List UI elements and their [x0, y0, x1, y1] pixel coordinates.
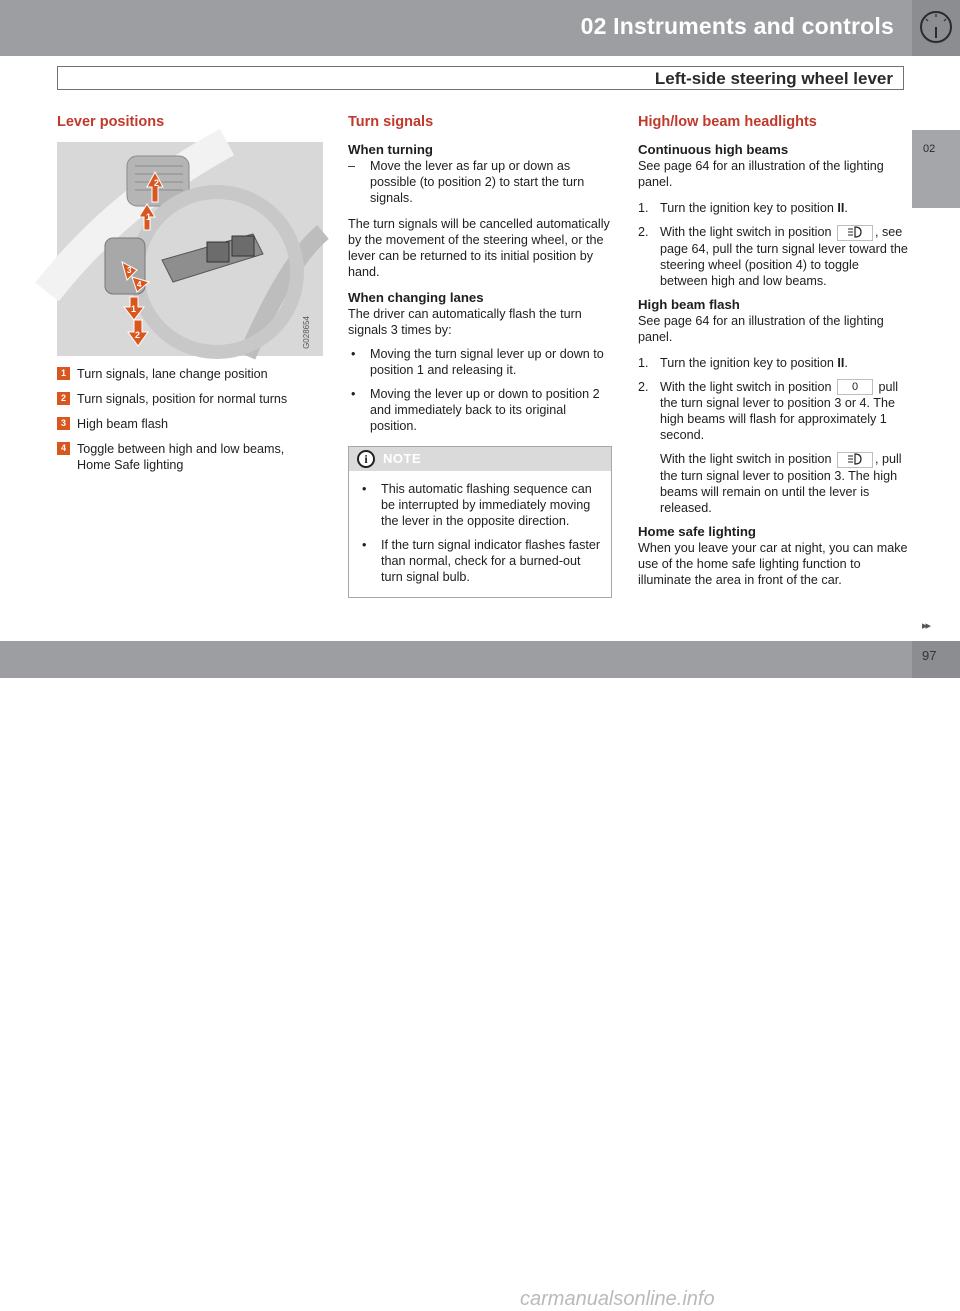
step-number: 1. [638, 201, 649, 215]
flash-title: High beam flash [638, 296, 740, 312]
step-text: , see page 64, pull the turn signal lever toward the steering wheel (position 4) to toggle between high and low beams. [660, 225, 908, 288]
page-header [0, 0, 960, 56]
step-text: With the light switch in position [660, 452, 832, 467]
headlights-heading: High/low beam headlights [638, 114, 817, 130]
note-body [349, 471, 611, 597]
note-text: If the turn signal indicator flashes faster than normal, check for a burned-out turn signal bulb. [381, 538, 601, 584]
legend-text: Turn signals, lane change position [77, 367, 268, 381]
headlight-switch-icon [837, 225, 873, 241]
continuous-intro: See page 64 for an illustration of the lighting panel. [638, 159, 884, 189]
chapter-title: 02 Instruments and controls [580, 13, 894, 39]
step-number: 1. [638, 355, 649, 370]
note-text: This automatic flashing sequence can be interrupted by immediately moving the lever in the opposite direction. [381, 482, 592, 528]
note-item [359, 537, 601, 585]
turn-signals-column [348, 114, 612, 598]
bullet-mark: • [351, 347, 356, 361]
headlight-switch-icon [837, 452, 873, 468]
side-tab-label: 02 [923, 143, 936, 155]
step-number: 2. [638, 379, 649, 394]
home-safe-text: When you leave your car at night, you can make use of the home safe lighting function to illuminate the area in front of the car. [638, 541, 908, 588]
when-turning-item [348, 158, 612, 206]
info-icon: i [357, 450, 375, 468]
chapter-icon-box [912, 0, 960, 56]
light-off-icon: 0 [837, 379, 873, 395]
lane-change-text: Moving the turn signal lever up or down to position 1 and releasing it. [370, 347, 604, 377]
legend-badge: 2 [57, 392, 70, 405]
lane-change-item [348, 386, 612, 434]
legend-item [57, 416, 299, 432]
figure-label-2: 2 [154, 178, 160, 188]
chapter-side-tab[interactable] [912, 130, 960, 208]
step-text: With the light switch in position [660, 379, 832, 394]
legend-badge: 3 [57, 417, 70, 430]
lane-change-intro: The driver can automatically flash the turn signals 3 times by: [348, 307, 582, 337]
flash-step-2 [638, 379, 908, 444]
note-title: NOTE [383, 451, 422, 466]
step-number: 2. [638, 225, 649, 239]
page-footer [0, 641, 960, 1310]
lane-change-text: Moving the lever up or down to position 2 and immediately back to its original position. [370, 387, 600, 433]
section-header-bar [57, 66, 904, 90]
figure-label-1: 1 [146, 212, 152, 222]
figure-label-4: 4 [137, 280, 142, 289]
continuous-step-2 [638, 224, 908, 289]
headlights-column [638, 114, 908, 598]
turn-signals-heading: Turn signals [348, 114, 434, 130]
step-punct: . [844, 355, 848, 370]
step-text: With the light switch in position [660, 225, 832, 239]
note-box [348, 446, 612, 598]
step-text: Turn the ignition key to position [660, 201, 838, 215]
legend-text: High beam flash [77, 417, 169, 431]
lane-change-title: When changing lanes [348, 290, 484, 305]
ignition-position: II [837, 355, 845, 370]
figure-code: G028654 [302, 316, 311, 349]
note-item [359, 481, 601, 529]
legend-item [57, 441, 299, 473]
step-text: , pull the turn signal lever to position 3. The high beams will remain on until the lever is released. [660, 452, 902, 516]
bullet-mark: • [362, 482, 367, 496]
note-header [349, 447, 611, 471]
legend-badge: 4 [57, 442, 70, 455]
figure-label-3: 3 [127, 266, 132, 275]
flash-step-1 [638, 355, 908, 371]
bullet-mark: • [351, 387, 356, 401]
lane-change-item [348, 346, 612, 378]
step-punct: . [844, 201, 848, 215]
lever-illustration [57, 142, 323, 356]
next-page-arrows[interactable]: ▸▸ [922, 620, 930, 632]
step-text: pull the turn signal lever to position 3 or 4. The high beams will flash for approximately 1 second. [660, 379, 899, 443]
flash-intro: See page 64 for an illustration of the lighting panel. [638, 313, 884, 344]
bullet-mark: • [362, 538, 367, 552]
when-turning-title: When turning [348, 142, 433, 157]
lever-positions-heading: Lever positions [57, 114, 165, 130]
section-title: Left-side steering wheel lever [654, 69, 893, 88]
continuous-step-1 [638, 200, 908, 216]
lever-positions-column [57, 114, 311, 482]
watermark: carmanualsonline.info [520, 1288, 715, 1310]
steering-lever-diagram [57, 142, 323, 356]
ignition-position: II [837, 201, 845, 215]
legend-badge: 1 [57, 367, 70, 380]
page-number: 97 [922, 648, 937, 663]
legend-text: Turn signals, position for normal turns [77, 392, 288, 406]
legend-item [57, 366, 299, 382]
legend-item [57, 391, 299, 407]
cancel-paragraph: The turn signals will be cancelled automatically by the movement of the steering wheel, or the lever can be returned to its initial position by hand. [348, 217, 610, 279]
figure-label-1b: 1 [131, 304, 137, 314]
figure-label-2b: 2 [135, 330, 141, 340]
home-safe-title: Home safe lighting [638, 524, 756, 540]
dash-mark: – [348, 159, 356, 173]
when-turning-text: Move the lever as far up or down as possible (to position 2) to start the turn signals. [370, 159, 585, 205]
step-text: Turn the ignition key to position [660, 355, 838, 370]
legend-text: Toggle between high and low beams, Home Safe lighting [77, 442, 285, 472]
speedometer-gauge-icon [918, 9, 954, 45]
flash-step-3 [638, 451, 908, 516]
continuous-title: Continuous high beams [638, 142, 789, 157]
